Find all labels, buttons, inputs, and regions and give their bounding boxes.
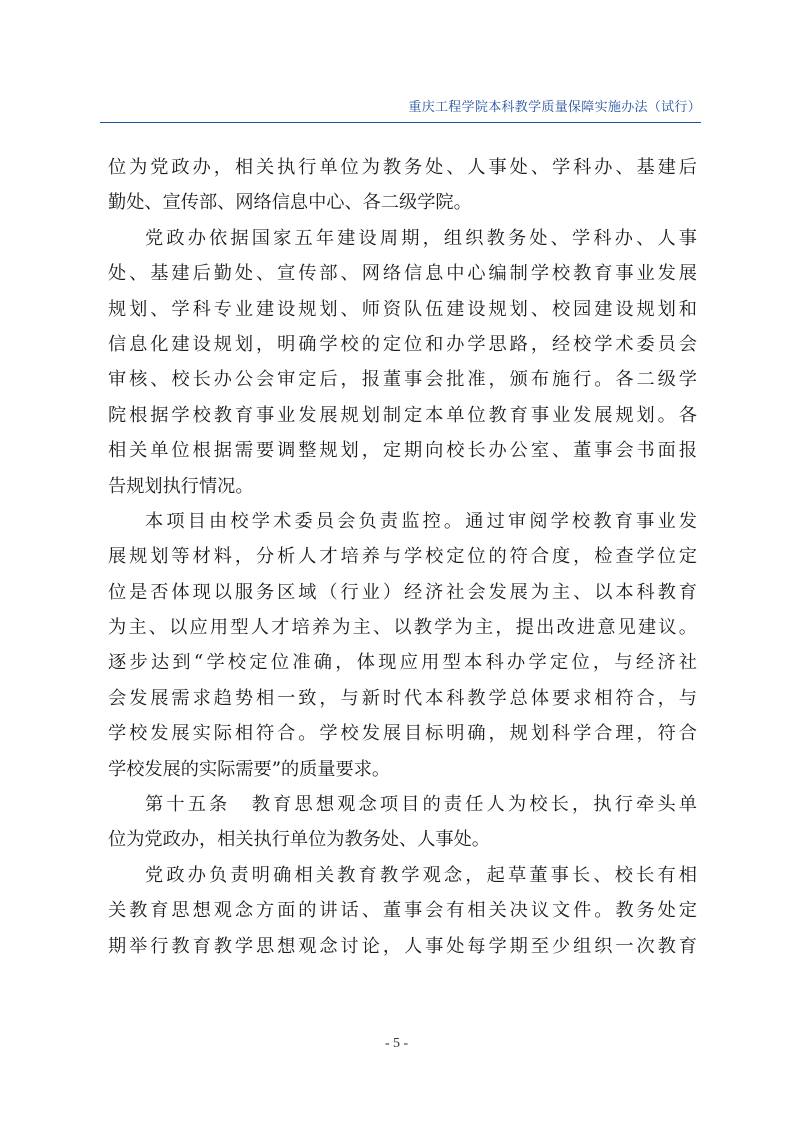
text-line: 院根据学校教育事业发展规划制定本单位教育事业发展规划。各: [108, 404, 697, 426]
text-line: 位是否体现以服务区域（行业）经济社会发展为主、以本科教育: [108, 581, 697, 603]
text-line: 学校发展实际相符合。学校发展目标明确，规划科学合理，符合: [108, 723, 697, 745]
text-line: 信息化建设规划，明确学校的定位和办学思路，经校学术委员会: [108, 333, 697, 355]
document-body: [108, 150, 697, 964]
text-line: 关教育思想观念方面的讲话、董事会有相关决议文件。教务处定: [108, 900, 697, 922]
text-line: 学校发展的实际需要”的质量要求。: [108, 758, 391, 780]
text-line: 位为党政办，相关执行单位为教务处、人事处、学科办、基建后: [108, 157, 697, 178]
paragraph-start-line: 本项目由校学术委员会负责监控。通过审阅学校教育事业发: [145, 510, 697, 532]
text-line: 为主、以应用型人才培养为主、以教学为主，提出改进意见建议。: [108, 617, 697, 639]
text-line: 告规划执行情况。: [108, 475, 254, 497]
text-line: 审核、校长办公会审定后，报董事会批准，颁布施行。各二级学: [108, 369, 697, 391]
page-number: - 5 -: [384, 1036, 409, 1051]
text-line: 会发展需求趋势相一致，与新时代本科教学总体要求相符合，与: [108, 687, 697, 709]
text-line: 期举行教育教学思想观念讨论，人事处每学期至少组织一次教育: [108, 935, 697, 957]
text-line: 规划、学科专业建设规划、师资队伍建设规划、校园建设规划和: [108, 298, 697, 320]
text-line: 展规划等材料，分析人才培养与学校定位的符合度，检查学位定: [108, 546, 697, 568]
page-header: [100, 96, 701, 123]
article-heading-line: 第十五条 教育思想观念项目的责任人为校长，执行牵头单: [145, 794, 697, 816]
header-title: 重庆工程学院本科教学质量保障实施办法（试行）: [408, 100, 701, 115]
paragraph-start-line: 党政办依据国家五年建设周期，组织教务处、学科办、人事: [145, 227, 697, 249]
text-line: 处、基建后勤处、宣传部、网络信息中心编制学校教育事业发展: [108, 263, 697, 285]
text-line: 位为党政办，相关执行单位为教务处、人事处。: [108, 829, 490, 851]
text-line: 相关单位根据需要调整规划，定期向校长办公室、董事会书面报: [108, 440, 697, 462]
text-line: 逐步达到“学校定位准确，体现应用型本科办学定位，与经济社: [108, 652, 697, 674]
paragraph-start-line: 党政办负责明确相关教育教学观念，起草董事长、校长有相: [145, 864, 697, 886]
text-line: 勤处、宣传部、网络信息中心、各二级学院。: [108, 192, 472, 214]
